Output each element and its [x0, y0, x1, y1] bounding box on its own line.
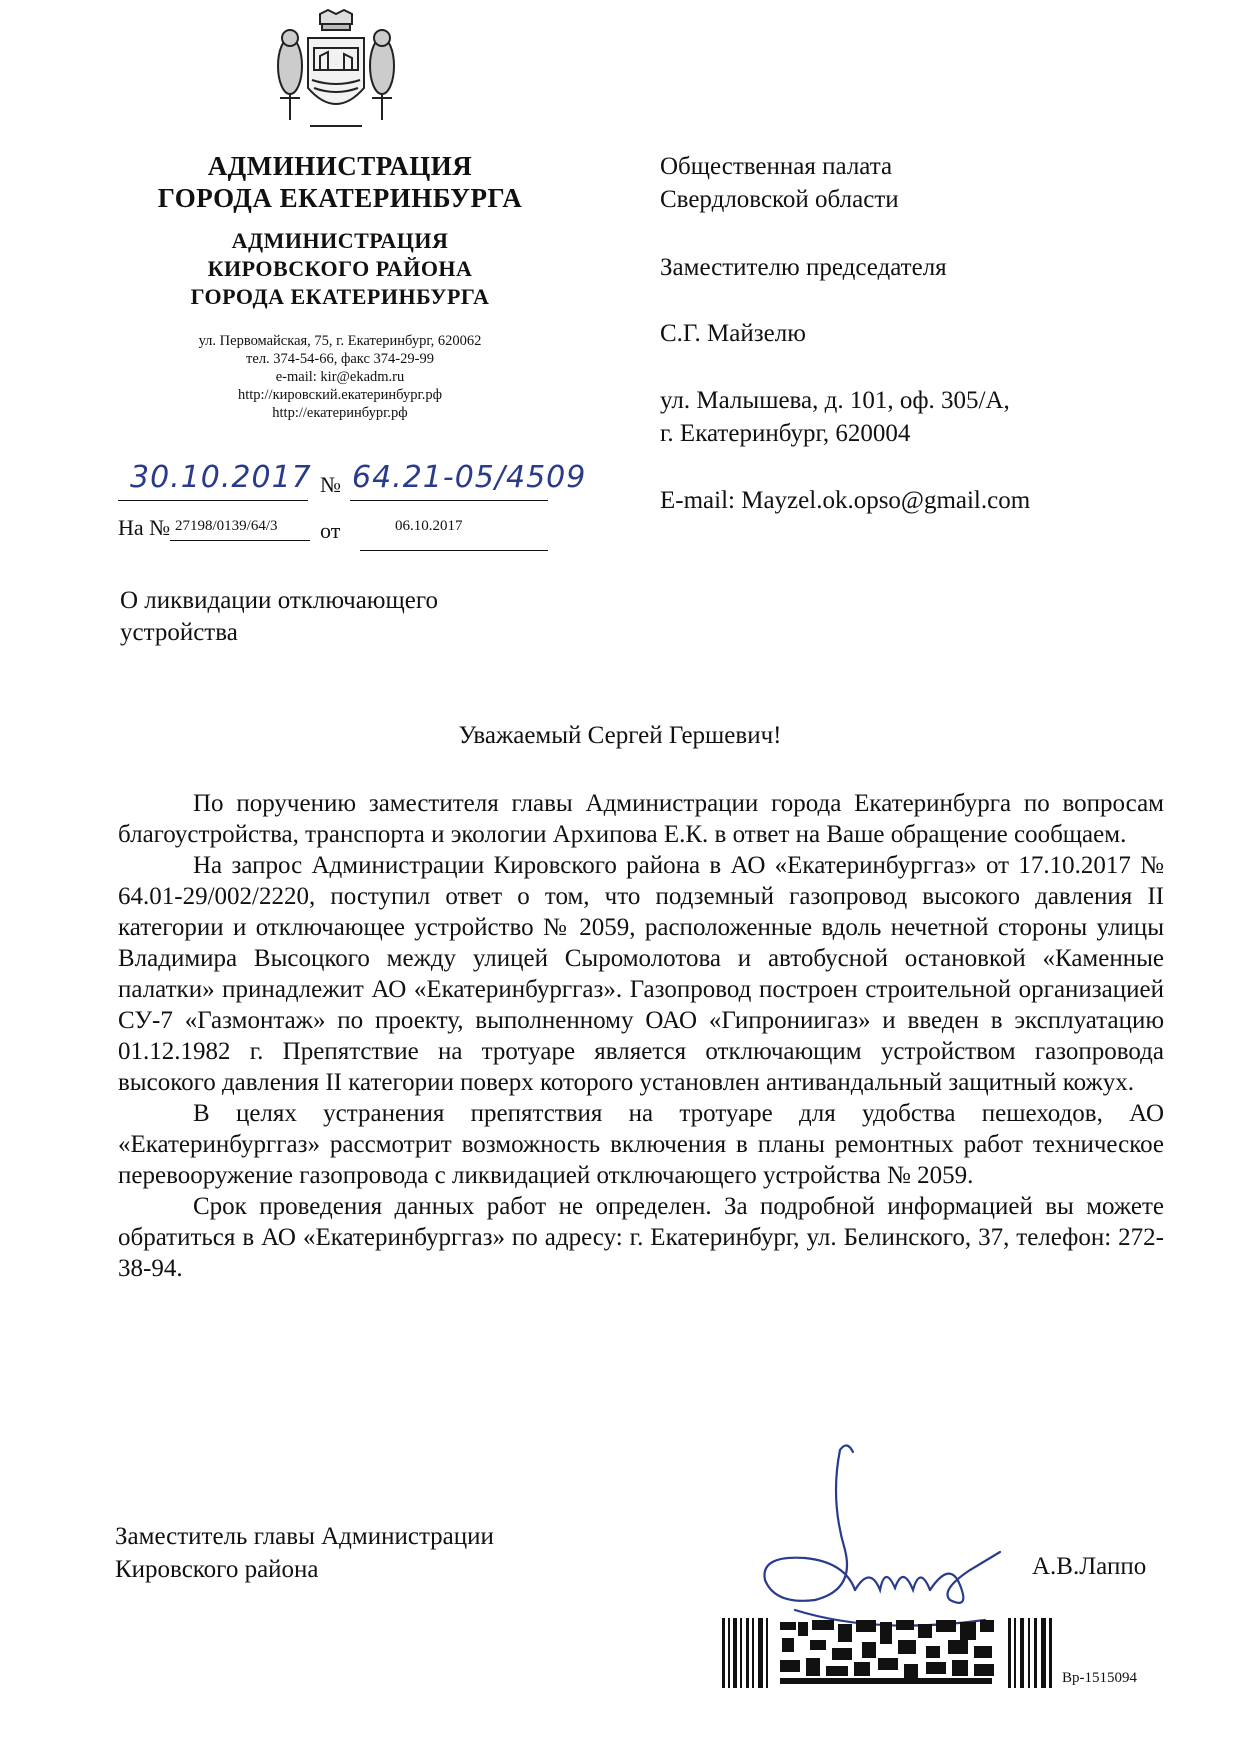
number-underline: [350, 500, 548, 501]
number-label: №: [320, 472, 341, 497]
sub-org-line3: ГОРОДА ЕКАТЕРИНБУРГА: [190, 284, 490, 309]
recipient-name: С.Г. Майзелю: [660, 320, 806, 347]
body-paragraph-3: В целях устранения препятствия на тротуаре для удобства пешеходов, АО «Екатеринбурггаз» рассмотрит возможность включения в планы ремонтных работ техническое перевооружение газопровода с ликвидацией отключающего устройства № 2059.: [118, 1100, 1164, 1189]
signatory-title-line1: Заместитель главы Администрации: [115, 1523, 494, 1550]
recipient-email: E-mail: Mayzel.ok.opso@gmail.com: [660, 487, 1031, 514]
sub-org-line1: АДМИНИСТРАЦИЯ: [231, 228, 449, 253]
sender-address: ул. Первомайская, 75, г. Екатеринбург, 620062: [198, 333, 482, 349]
registration-number: 64.21-05/4509: [352, 460, 587, 495]
ref-number: 27198/0139/64/3: [175, 518, 278, 534]
ref-label: На №: [118, 515, 171, 540]
body-paragraph-2: На запрос Администрации Кировского района в АО «Екатеринбурггаз» от 17.10.2017 № 64.01-29/002/2220, поступил ответ о том, что подземный газопровод высокого давления II категории и отключающее устройство № 2059, расположенные вдоль нечетной стороны улицы Владимира Высоцкого между улицей Сыромолотова и автобусной остановкой «Каменные палатки» принадлежит АО «Екатеринбурггаз». Газопровод построен строительной организацией СУ-7 «Газмонтаж» по проекту, выполненному ОАО «Гипрониигаз» и введен в эксплуатацию 01.12.1982 г. Препятствие на тротуаре является отключающим устройством газопровода высокого давления II категории поверх которого установлен антивандальный защитный кожух.: [118, 852, 1164, 1096]
city-coat-of-arms: [270, 8, 402, 133]
sender-phone: тел. 374-54-66, факс 374-29-99: [246, 351, 434, 367]
registration-date: 30.10.2017: [130, 460, 312, 495]
sub-org-line2: КИРОВСКОГО РАЙОНА: [207, 256, 473, 281]
recipient-line1: Общественная палата: [660, 153, 893, 180]
signatory-title-line2: Кировского района: [115, 1556, 319, 1583]
recipient-position: Заместителю председателя: [660, 254, 947, 281]
body-paragraph-4: Срок проведения данных работ не определен. За подробной информацией вы можете обратиться в АО «Екатеринбурггаз» по адресу: г. Екатеринбург, ул. Белинского, 37, телефон: 272-38-94.: [118, 1193, 1164, 1282]
sender-site-1: http://кировский.екатеринбург.рф: [237, 387, 443, 403]
ref-date: 06.10.2017: [395, 518, 463, 534]
sender-email: e-mail: kir@ekadm.ru: [275, 369, 405, 385]
recipient-address-2: г. Екатеринбург, 620004: [660, 420, 911, 447]
subject-line2: устройства: [120, 619, 238, 646]
letter-body: [118, 788, 1164, 1284]
ref-date-underline: [360, 550, 548, 551]
recipient-line2: Свердловской области: [660, 186, 899, 213]
org-name-line1: АДМИНИСТРАЦИЯ: [207, 151, 473, 181]
document-barcode-id: Вр-1515094: [1062, 1670, 1137, 1686]
sender-site-2: http://екатеринбург.рф: [272, 405, 408, 421]
date-underline: [118, 500, 308, 501]
salutation: Уважаемый Сергей Гершевич!: [458, 722, 782, 749]
recipient-address-1: ул. Малышева, д. 101, оф. 305/А,: [660, 387, 1010, 414]
signatory-name: А.В.Лаппо: [1032, 1553, 1147, 1580]
body-paragraph-1: По поручению заместителя главы Администрации города Екатеринбурга по вопросам благоустройства, транспорта и экологии Архипова Е.К. в ответ на Ваше обращение сообщаем.: [118, 790, 1164, 848]
ref-from-label: от: [320, 518, 341, 543]
org-name-line2: ГОРОДА ЕКАТЕРИНБУРГА: [157, 183, 523, 213]
ref-number-underline: [170, 540, 310, 541]
subject-line1: О ликвидации отключающего: [120, 587, 438, 614]
barcode-image: [722, 1618, 1052, 1688]
